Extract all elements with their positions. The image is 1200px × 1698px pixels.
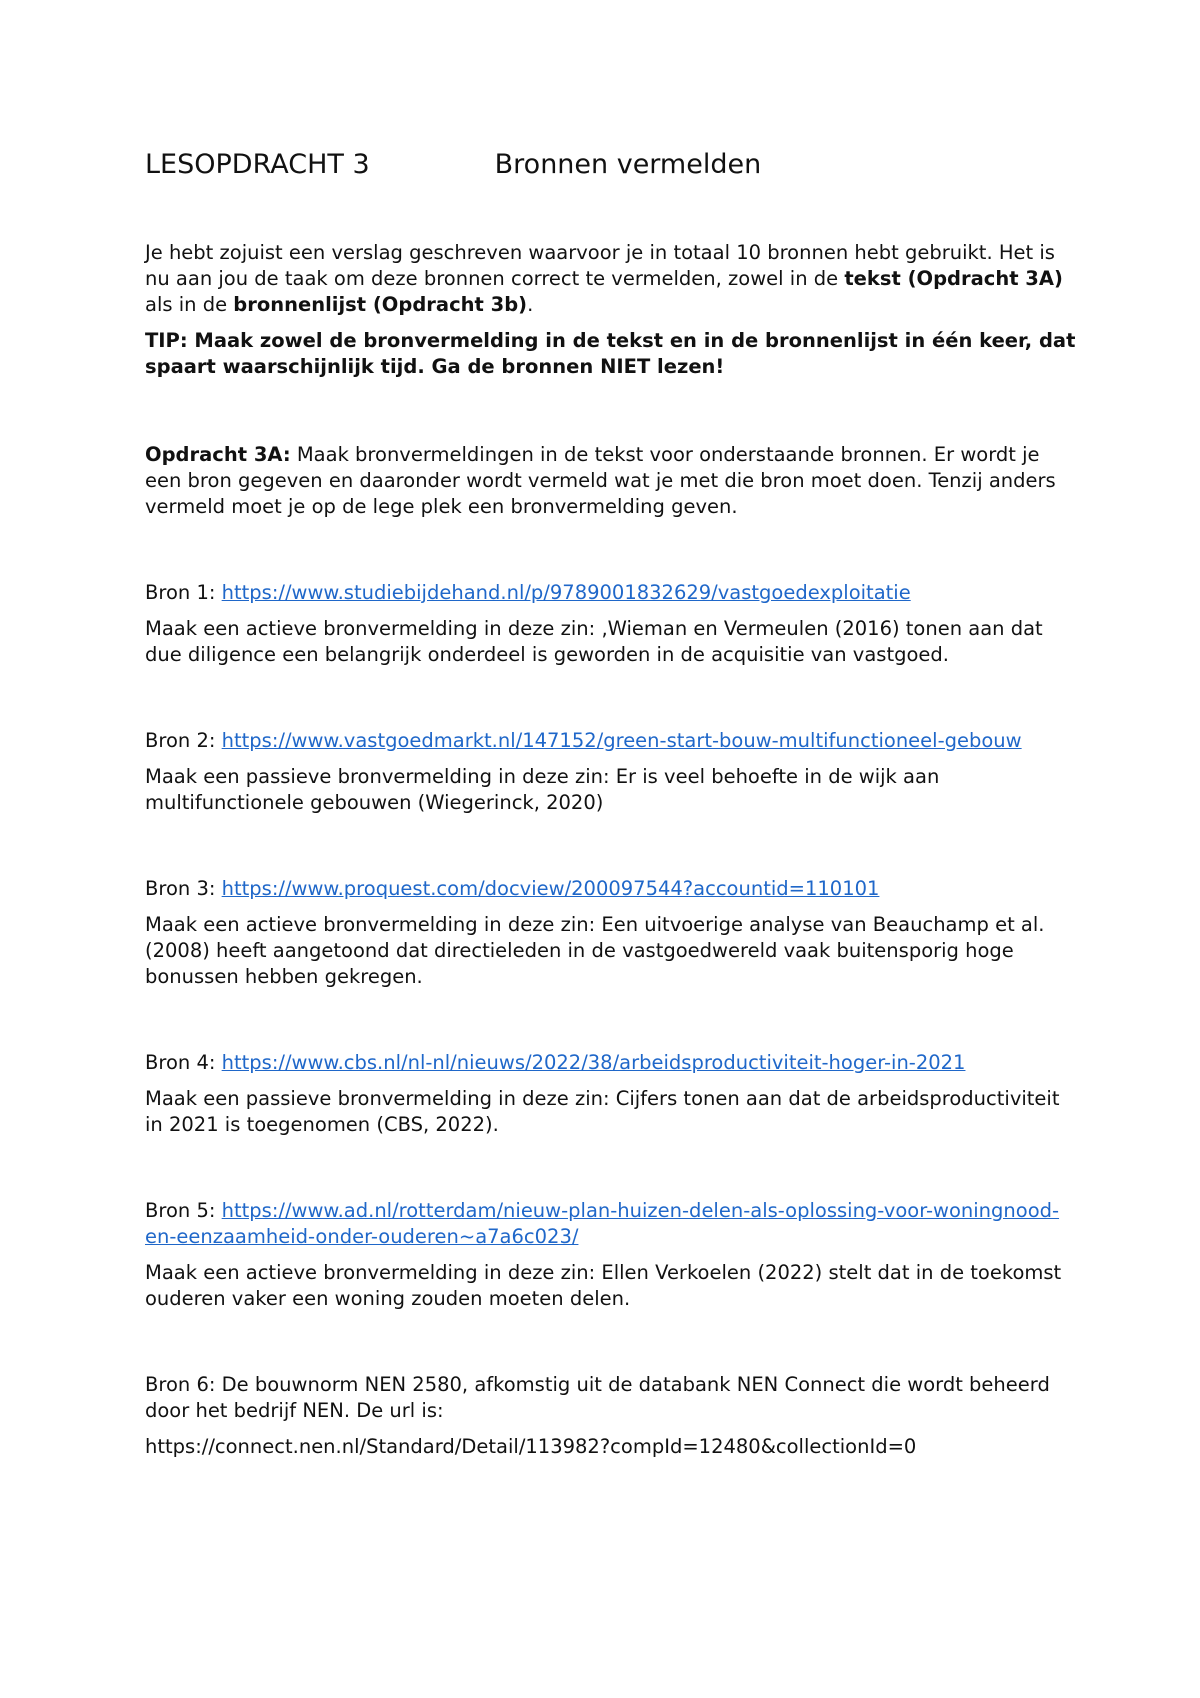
source-label: Bron 5: [145,1199,222,1222]
source-1 [145,580,1080,606]
source-4-link[interactable]: https://www.cbs.nl/nl-nl/nieuws/2022/38/arbeidsproductiviteit-hoger-in-2021 [221,1051,966,1074]
intro-text: Je hebt zojuist een verslag geschreven waarvoor je in totaal 10 bronnen hebt gebruikt. Het is nu aan jou de taak om deze bronnen correct te vermelden, zowel in de [145,241,1055,290]
source-2 [145,728,1080,754]
intro-paragraph [145,240,1080,318]
source-1-instruction: Maak een actieve bronvermelding in deze zin: ‚Wieman en Vermeulen (2016) tonen aan dat due diligence een belangrijk onderdeel is geworden in de acquisitie van vastgoed. [145,617,1043,666]
source-label: Bron 4: [145,1051,222,1074]
source-2-instruction: Maak een passieve bronvermelding in deze zin: Er is veel behoefte in de wijk aan multifunctionele gebouwen (Wiegerinck, 2020) [145,765,940,814]
source-label: Bron 2: [145,729,222,752]
intro-text-mid: als in de [145,293,234,316]
tip-paragraph [145,328,1080,380]
page-title [145,148,1080,182]
source-3-link[interactable]: https://www.proquest.com/docview/200097544?accountid=110101 [221,877,880,900]
source-2-link[interactable]: https://www.vastgoedmarkt.nl/147152/green-start-bouw-multifunctioneel-gebouw [221,729,1022,752]
source-3 [145,876,1080,902]
source-label: Bron 1: [145,581,222,604]
intro-bold-text: tekst (Opdracht 3A) [844,267,1063,290]
assignment-code: LESOPDRACHT 3 [145,149,370,180]
source-5-instruction: Maak een actieve bronvermelding in deze zin: Ellen Verkoelen (2022) stelt dat in de toekomst ouderen vaker een woning zouden moeten delen. [145,1261,1062,1310]
source-6: Bron 6: De bouwnorm NEN 2580, afkomstig uit de databank NEN Connect die wordt beheerd door het bedrijf NEN. De url is: [145,1373,1050,1422]
source-5-link[interactable]: https://www.ad.nl/rotterdam/nieuw-plan-huizen-delen-als-oplossing-voor-woningnood-en-eenzaamheid-onder-ouderen~a7a6c023/ [145,1199,1060,1248]
tip-text: TIP: Maak zowel de bronvermelding in de tekst en in de bronnenlijst in één keer, dat spaart waarschijnlijk tijd. Ga de bronnen NIET lezen! [145,329,1076,378]
source-3-instruction: Maak een actieve bronvermelding in deze zin: Een uitvoerige analyse van Beauchamp et al. (2008) heeft aangetoond dat directieleden in de vastgoedwereld vaak buitensporig hoge bonussen hebben gekregen. [145,913,1045,988]
task-label: Opdracht 3A: [145,443,291,466]
intro-bold-list: bronnenlijst (Opdracht 3b) [233,293,528,316]
intro-text-end: . [527,293,534,316]
source-label: Bron 3: [145,877,222,900]
source-4 [145,1050,1080,1076]
assignment-subject: Bronnen vermelden [494,149,762,180]
source-1-link[interactable]: https://www.studiebijdehand.nl/p/9789001832629/vastgoedexploitatie [221,581,911,604]
task-text: Maak bronvermeldingen in de tekst voor onderstaande bronnen. Er wordt je een bron gegeven en daaronder wordt vermeld wat je met die bron moet doen. Tenzij anders vermeld moet je op de lege plek een bronvermelding geven. [145,443,1056,518]
source-6-url: https://connect.nen.nl/Standard/Detail/113982?compId=12480&collectionId=0 [145,1435,917,1458]
source-5 [145,1198,1080,1250]
task-paragraph [145,442,1080,520]
source-4-instruction: Maak een passieve bronvermelding in deze zin: Cijfers tonen aan dat de arbeidsproductiviteit in 2021 is toegenomen (CBS, 2022). [145,1087,1060,1136]
